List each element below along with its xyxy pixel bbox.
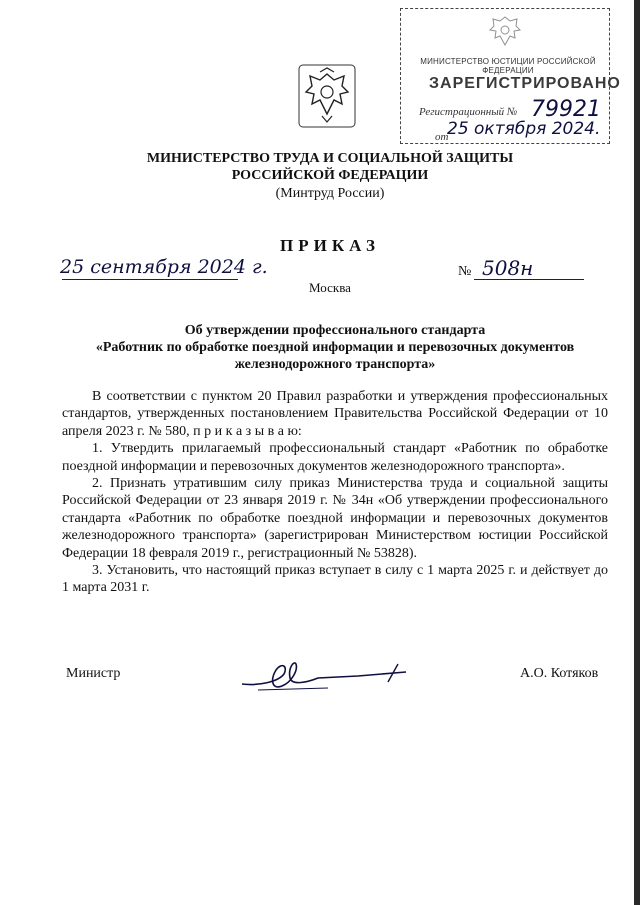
order-city: Москва <box>309 280 351 295</box>
order-number-handwritten: 508н <box>482 256 534 280</box>
coat-of-arms-icon <box>298 64 356 128</box>
body-paragraph-2: 2. Признать утратившим силу приказ Министерства труда и социальной защиты Российской Федерации от 23 января 2019 г. № 34н «Об утверждении профессионального стандарта «Работник по обработке поездной информации и перевозочных документов железнодорожного транспорта» (зарегистрирован Министерством юстиции Российской Федерации 18 февраля 2019 г., регистрационный № 53828). <box>62 476 608 561</box>
minister-name: А.О. Котяков <box>520 666 599 681</box>
body-paragraph-preamble: В соответствии с пунктом 20 Правил разработки и утверждения профессиональных стандартов, утвержденных постановлением Правительства Российской Федерации от 10 апреля 2023 г. № 580, п р и к а з ы в а ю: <box>62 389 608 439</box>
title-line-1: Об утверждении профессионального стандарта <box>184 323 486 338</box>
stamp-from-label: от <box>435 131 449 143</box>
signature-image <box>238 656 418 696</box>
stamp-regno: 79921 <box>531 97 601 122</box>
ministry-name <box>96 150 564 184</box>
order-heading: ПРИКАЗ <box>280 236 380 255</box>
ministry-short-name: (Минтруд России) <box>275 186 385 201</box>
stamp-emblem-icon <box>485 11 525 55</box>
minister-title: Министр <box>66 666 121 681</box>
title-line-2: «Работник по обработке поездной информации и перевозочных документов <box>95 340 575 355</box>
order-number-label: № <box>458 264 472 279</box>
document-title <box>60 322 610 373</box>
page-edge <box>634 0 640 905</box>
stamp-ministry: МИНИСТЕРСТВО ЮСТИЦИИ РОССИЙСКОЙ ФЕДЕРАЦИИ <box>420 57 596 75</box>
body-paragraph-1: 1. Утвердить прилагаемый профессиональный стандарт «Работник по обработке поездной информации и перевозочных документов железнодорожного транспорта». <box>62 441 608 474</box>
stamp-date: 25 октября 2024. <box>447 119 601 139</box>
order-date-handwritten: 25 сентября 2024 г. <box>60 256 268 278</box>
title-line-3: железнодорожного транспорта» <box>234 357 436 372</box>
stamp-regno-label: Регистрационный № <box>419 106 518 118</box>
body-paragraph-3: 3. Установить, что настоящий приказ вступает в силу с 1 марта 2025 г. и действует до 1 марта 2031 г. <box>62 563 608 596</box>
stamp-registered: ЗАРЕГИСТРИРОВАНО <box>429 75 621 92</box>
document-body <box>62 388 608 597</box>
registration-stamp <box>400 8 621 144</box>
ministry-line-1: МИНИСТЕРСТВО ТРУДА И СОЦИАЛЬНОЙ ЗАЩИТЫ <box>146 151 514 166</box>
ministry-line-2: РОССИЙСКОЙ ФЕДЕРАЦИИ <box>231 168 429 183</box>
